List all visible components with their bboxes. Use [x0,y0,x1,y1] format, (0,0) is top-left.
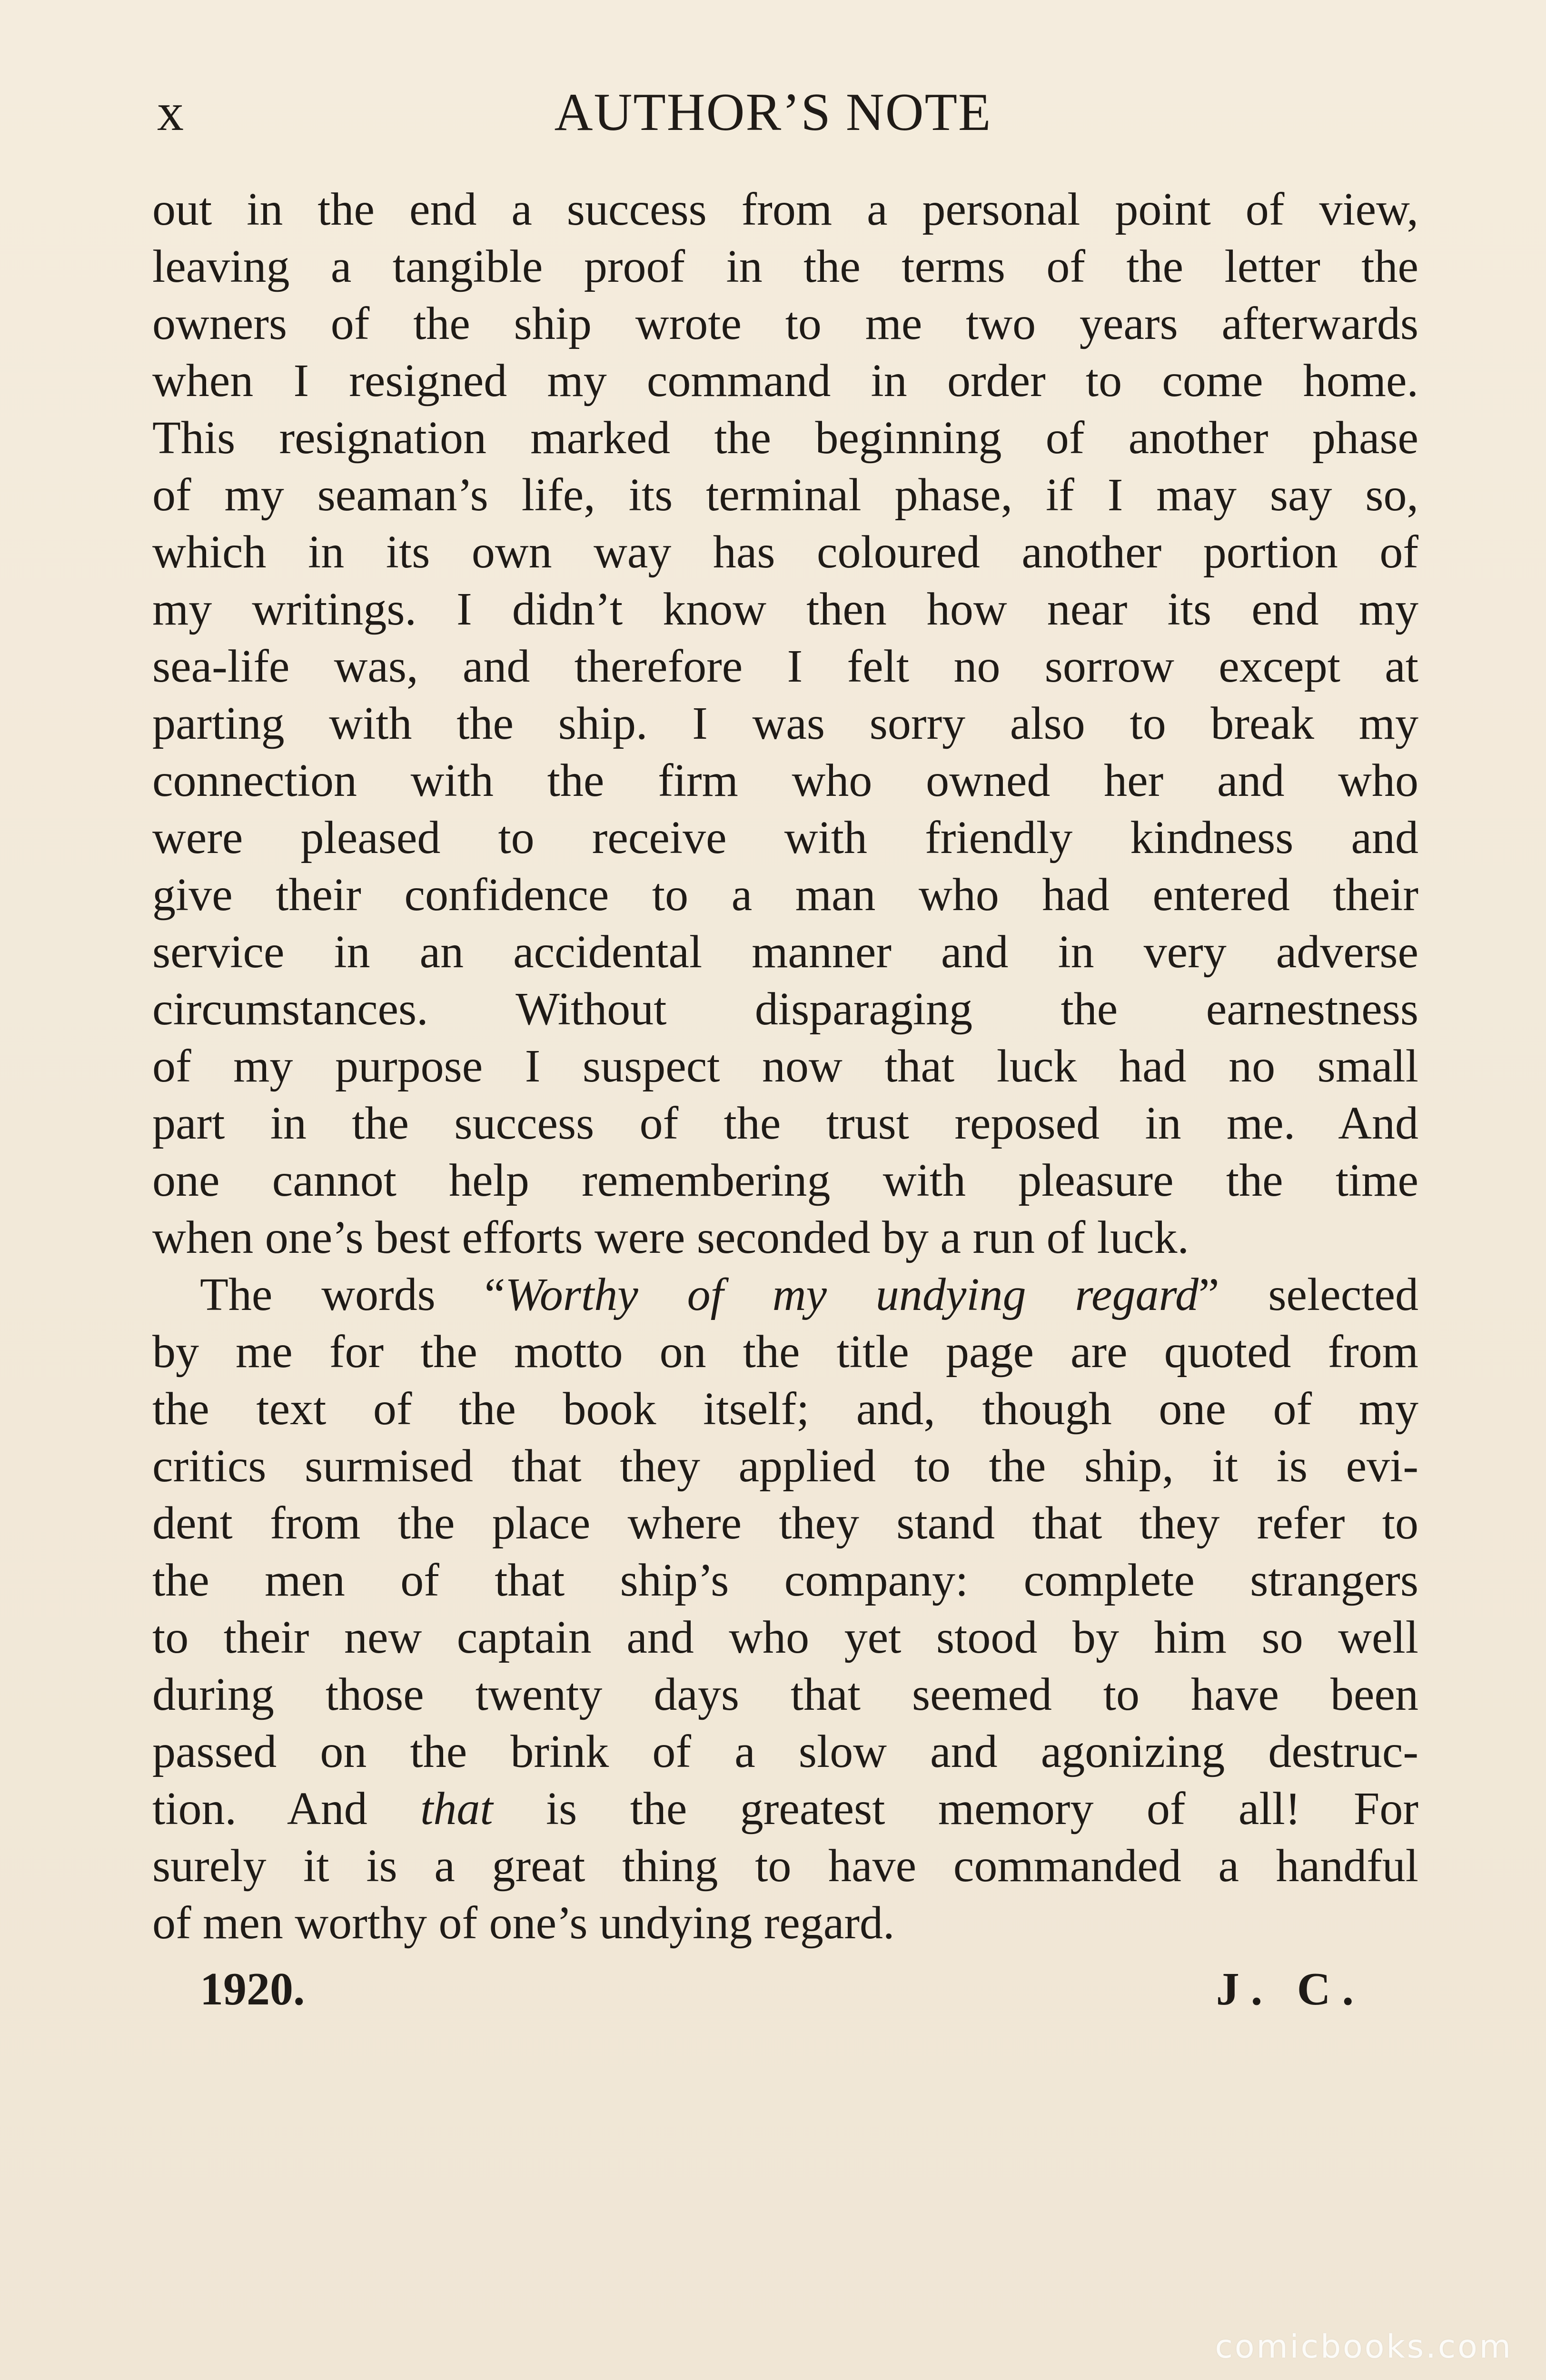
text-line: parting with the ship. I was sorry also to break my [152,698,1418,749]
text-line: critics surmised that they applied to the ship, it is evi- [152,1440,1418,1492]
text-line: passed on the brink of a slow and agonizing destruc- [152,1726,1418,1777]
text-line: owners of the ship wrote to me two years afterwards [152,298,1418,349]
text-line: my writings. I didn’t know then how near its end my [152,584,1418,635]
text-line: when I resigned my command in order to come home. [152,355,1418,407]
text-line: by me for the motto on the title page are quoted from [152,1326,1418,1378]
text-line: one cannot help remembering with pleasure the time [152,1155,1418,1206]
watermark: comicbooks.com [1215,2328,1513,2366]
text-line: the text of the book itself; and, though one of my [152,1383,1418,1435]
italic-word: that [420,1783,493,1835]
text-line: connection with the firm who owned her and who [152,755,1418,806]
running-head: AUTHOR’S NOTE [554,83,992,142]
text-line: were pleased to receive with friendly kindness and [152,812,1418,863]
text-run: is the greatest memory of all! For [493,1783,1418,1835]
text-line: to their new captain and who yet stood by him so well [152,1612,1418,1663]
text-line: of my seaman’s life, its terminal phase, if I may say so, [152,469,1418,521]
text-line: sea-life was, and therefore I felt no sorrow except at [152,641,1418,692]
text-line: the men of that ship’s company: complete strangers [152,1555,1418,1606]
text-line: give their confidence to a man who had entered their [152,869,1418,921]
text-line: leaving a tangible proof in the terms of the letter the [152,241,1418,292]
text-line [152,1780,1418,1837]
text-line: dent from the place where they stand that they refer to [152,1497,1418,1549]
text-run: ” selected [1199,1269,1418,1320]
text-line: during those twenty days that seemed to have been [152,1669,1418,1720]
page-number: x [157,83,184,142]
text-run: The words “ [200,1269,505,1320]
text-line: which in its own way has coloured another portion of [152,526,1418,578]
text-run: tion. And [152,1783,421,1835]
paragraph-end-line: when one’s best efforts were seconded by a run of luck. [152,1212,1189,1263]
text-line: out in the end a success from a personal point of view, [152,184,1418,235]
text-line: part in the success of the trust reposed in me. And [152,1098,1418,1149]
italic-quote: Worthy of my undying regard [505,1269,1199,1320]
text-line: circumstances. Without disparaging the earnestness [152,983,1418,1035]
paragraph-start-line [152,1266,1418,1323]
text-line: service in an accidental manner and in very adverse [152,926,1418,978]
paragraph-end-line: of men worthy of one’s undying regard. [152,1897,895,1949]
signoff-initials: J. C. [1216,1964,1365,2015]
text-line: This resignation marked the beginning of another phase [152,412,1418,464]
text-line: surely it is a great thing to have commanded a handful [152,1840,1418,1892]
text-line: of my purpose I suspect now that luck had no small [152,1041,1418,1092]
body-text [152,181,1418,1952]
signoff-year: 1920. [200,1964,305,2015]
